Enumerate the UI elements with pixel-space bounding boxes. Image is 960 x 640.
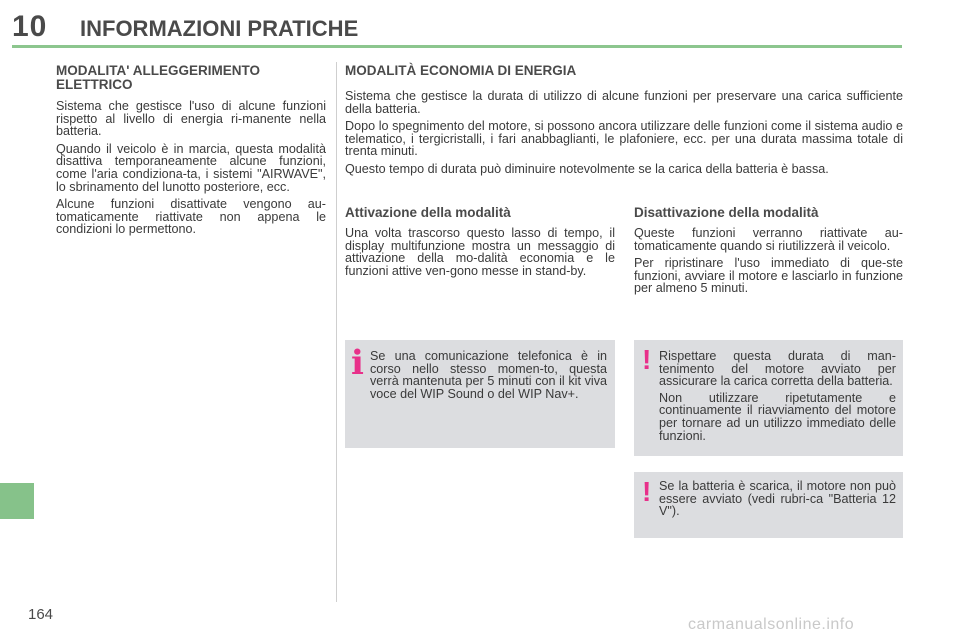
deactivation-paragraph-1: Queste funzioni verranno riattivate au-tomaticamente quando si riutilizzerà il veicolo. [634,226,903,253]
right-section [345,64,903,181]
info-note [345,340,615,448]
header-divider [12,45,902,48]
left-paragraph-3: Alcune funzioni disattivate vengono au-tomaticamente riattivate non appena le condizioni lo permettono. [56,197,326,237]
left-paragraph-2: Quando il veicolo è in marcia, questa modalità disattiva temporaneamente alcune funzioni, come l'aria condiziona-ta, i sistemi "AIRWAVE", lo sbrinamento del lunotto posteriore, ecc. [56,141,326,194]
warning-icon: ! [642,344,652,375]
chapter-side-tab [0,483,34,519]
column-divider [336,62,337,602]
chapter-number: 10 [12,10,48,43]
warning-1-paragraph-2: Non utilizzare ripetutamente e continuamente il riavviamento del motore per tornare ad un utilizzo immediato delle funzioni. [659,390,896,443]
left-paragraph-1: Sistema che gestisce l'uso di alcune funzioni rispetto al livello di energia ri-manente nella batteria. [56,99,326,139]
warning-note-battery [634,472,903,538]
right-paragraph-1: Sistema che gestisce la durata di utilizzo di alcune funzioni per preservare una carica sufficiente della batteria. [345,89,903,116]
left-section-title: MODALITA' ALLEGGERIMENTO ELETTRICO [56,63,260,92]
warning-note-engine [634,340,903,456]
watermark: carmanualsonline.info [688,616,855,633]
chapter-title: INFORMAZIONI PRATICHE [80,16,359,41]
warning-1-paragraph-1: Rispettare questa durata di man-tenimento del motore avviato per assicurare la carica corretta della batteria. [659,349,896,389]
deactivation-paragraph-2: Per ripristinare l'uso immediato di que-ste funzioni, avviare il motore e lasciarlo in funzione per almeno 5 minuti. [634,256,903,296]
right-paragraph-2: Dopo lo spegnimento del motore, si possono ancora utilizzare delle funzioni come il sistema audio e telematico, i tergicristalli, i fari anabbaglianti, le plafoniere, ecc. per una durata massima totale di trenta minuti. [345,119,903,159]
warning-2-text: Se la batteria è scarica, il motore non può essere avviato (vedi rubri-ca "Batteria 12 V"). [659,479,896,519]
right-section-title: MODALITÀ ECONOMIA DI ENERGIA [345,63,577,78]
page-number: 164 [28,606,54,623]
info-note-text: Se una comunicazione telefonica è in corso nello stesso momen-to, questa verrà mantenuta per 5 minuti con il kit viva voce del WIP Sound o del WIP Nav+. [370,349,607,401]
activation-title: Attivazione della modalità [345,205,511,220]
activation-paragraph: Una volta trascorso questo lasso di tempo, il display multifunzione mostra un messaggio di attivazione della mo-dalità economia e le funzioni attive ven-gono messe in stand-by. [345,226,615,278]
deactivation-section [634,205,903,300]
warning-icon: ! [642,476,652,507]
activation-section [345,205,615,282]
right-paragraph-3: Questo tempo di durata può diminuire notevolmente se la carica della batteria è bassa. [345,161,829,176]
deactivation-title: Disattivazione della modalità [634,205,819,220]
left-section [56,64,326,241]
info-icon: i [351,343,364,383]
